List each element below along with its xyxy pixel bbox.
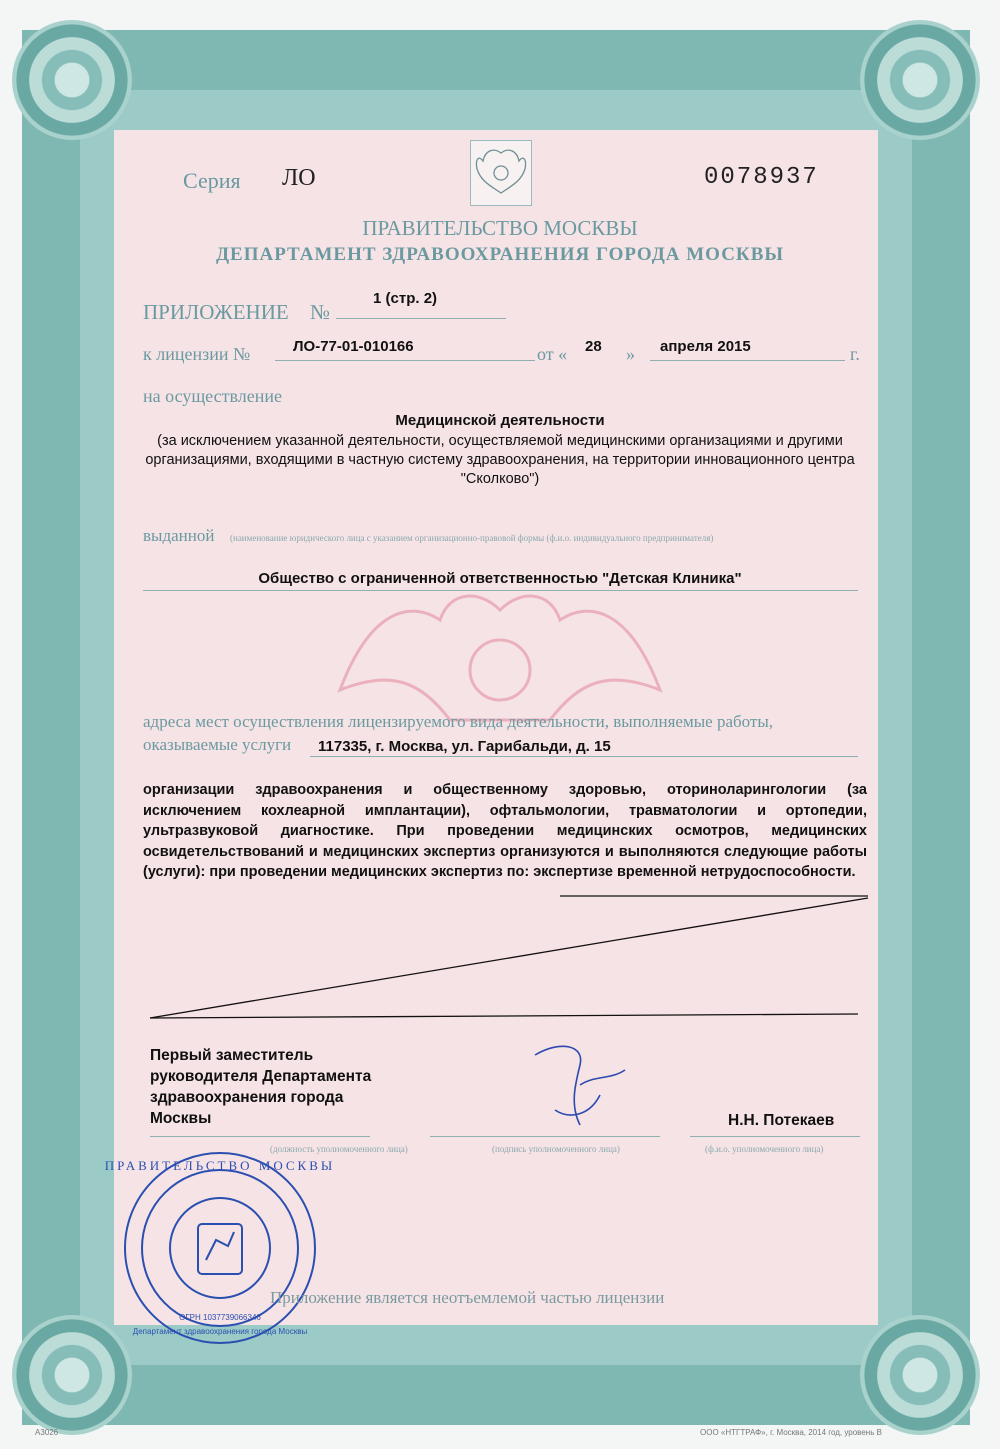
activity-label: на осуществление <box>143 386 282 406</box>
footer-note: Приложение является неотъемлемой частью лицензии <box>270 1288 665 1307</box>
services-text: организации здравоохранения и общественному здоровью, оториноларингологии (за исключением кохлеарной имплантации), офтальмологии, травматологии и ортопедии, ультразвуковой диагностике. При проведении медицинских осмотров, медицинских освидетельствований и медицинских экспертиз организуются и выполняются следующие работы (услуги): при проведении медицинских экспертиз по: экспертизе временной нетрудоспособности. <box>143 782 867 880</box>
series-value: ЛО <box>282 165 316 191</box>
footer-left-code: А3026 <box>35 1428 59 1437</box>
signatory-position-line4: Москвы <box>150 1110 212 1127</box>
hint-position: (должность уполномоченного лица) <box>270 1144 408 1154</box>
appendix-number: 1 (стр. 2) <box>373 290 438 307</box>
signature-line <box>430 1136 660 1137</box>
license-day: 28 <box>585 338 602 355</box>
stamp-outer-text: ПРАВИТЕЛЬСТВО МОСКВЫ <box>104 1158 336 1173</box>
hint-name: (ф.и.о. уполномоченного лица) <box>705 1144 824 1154</box>
activity-title: Медицинской деятельности <box>395 412 605 429</box>
organization-name: Общество с ограниченной ответственностью "Детская Клиника" <box>258 570 742 587</box>
hint-signature: (подпись уполномоченного лица) <box>492 1144 620 1154</box>
signatory-name: Н.Н. Потекаев <box>728 1112 835 1129</box>
handwritten-signature-icon <box>520 1035 640 1135</box>
appendix-number-sign: № <box>310 300 331 324</box>
government-title: ПРАВИТЕЛЬСТВО МОСКВЫ <box>362 216 638 240</box>
appendix-label: ПРИЛОЖЕНИЕ <box>143 300 289 324</box>
signatory-position-line2: руководителя Департамента <box>150 1068 372 1085</box>
address-value: 117335, г. Москва, ул. Гарибальди, д. 15 <box>318 738 611 755</box>
name-line <box>690 1136 860 1137</box>
license-number-label: к лицензии № <box>143 344 251 364</box>
position-line <box>150 1136 370 1137</box>
signatory-position-line1: Первый заместитель <box>150 1047 314 1064</box>
department-title: ДЕПАРТАМЕНТ ЗДРАВООХРАНЕНИЯ ГОРОДА МОСКВЫ <box>215 244 785 265</box>
license-month-year: апреля 2015 <box>660 338 751 355</box>
activity-description: (за исключением указанной деятельности, осуществляемой медицинскими организациями и другими организациями, входящими в частную систему здравоохранения, на территории инновационного центра "Сколково") <box>145 433 855 487</box>
footer-right-code: ООО «НТГТРАФ», г. Москва, 2014 год, уровень В <box>700 1428 882 1437</box>
date-day-close: » <box>626 344 635 364</box>
stamp-inner-text: Департамент здравоохранения города Москвы <box>132 1327 308 1336</box>
signatory-position <box>150 1045 371 1129</box>
issued-hint: (наименование юридического лица с указанием организационно-правовой формы (ф.и.о. индивидуального предпринимателя) <box>230 533 714 543</box>
license-form-number: 0078937 <box>704 164 819 191</box>
issued-label: выданной <box>143 526 215 545</box>
stamp-ogrn: ОГРН 1037739066346 <box>179 1313 261 1322</box>
official-stamp-icon <box>104 1148 336 1348</box>
signatory-position-line3: здравоохранения города <box>150 1089 344 1106</box>
address-label-line2: оказываемые услуги <box>143 735 292 754</box>
date-from-label: от « <box>537 344 568 364</box>
year-suffix: г. <box>850 344 860 364</box>
license-number: ЛО-77-01-010166 <box>293 338 414 355</box>
series-label: Серия <box>183 168 241 193</box>
address-label-line1: адреса мест осуществления лицензируемого вида деятельности, выполняемые работы, <box>143 712 774 731</box>
